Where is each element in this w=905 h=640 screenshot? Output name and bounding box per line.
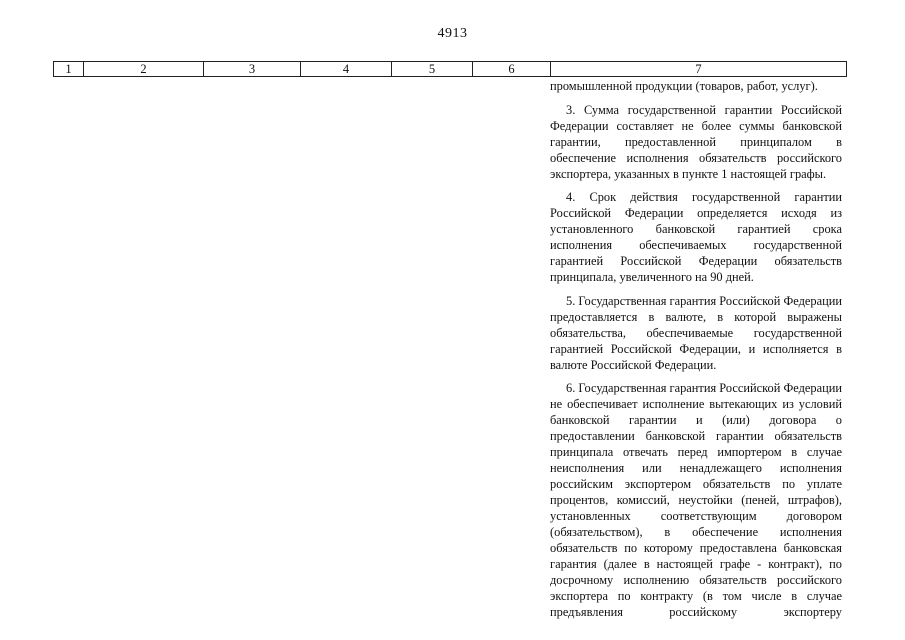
column-header-2: 2 bbox=[84, 62, 204, 77]
column-7-text bbox=[550, 78, 842, 628]
paragraph-continuation: промышленной продукции (товаров, работ, услуг). bbox=[550, 79, 818, 93]
column-header-table bbox=[53, 61, 847, 77]
column-header-4: 4 bbox=[301, 62, 392, 77]
column-header-5: 5 bbox=[392, 62, 473, 77]
page-number: 4913 bbox=[437, 26, 468, 41]
paragraph-item-6: 6. Государственная гарантия Российской Федерации не обеспечивает исполнение вытекающих из условий банковской гарантии и (или) договора о предоставлении банковской гарантии обязательств принципала отвечать перед импортером в случае неисполнения или ненадлежащего исполнения российским экспортером обязательств по уплате процентов, комиссий, неустойки (пеней, штрафов), установленных соответствующим договором (обязательством), в обеспечение исполнения обязательств по которому предоставлена банковская гарантия (далее в настоящей графе - контракт), по досрочному исполнению обязательств российского экспортера по контракту (в том числе в случае предъявления российскому экспортеру bbox=[550, 381, 842, 619]
paragraph-item-4: 4. Срок действия государственной гарантии Российской Федерации определяется исходя из установленного банковской гарантией срока исполнения обеспечиваемых государственной гарантией Российской Федерации обязательств принципала, увеличенного на 90 дней. bbox=[550, 190, 842, 284]
column-header-row bbox=[54, 62, 847, 77]
column-header-7: 7 bbox=[551, 62, 847, 77]
column-header-6: 6 bbox=[473, 62, 551, 77]
paragraph-item-5: 5. Государственная гарантия Российской Федерации предоставляется в валюте, в которой выражены обязательства, обеспечиваемые государственной гарантией Российской Федерации, и исполняется в валюте Российской Федерации. bbox=[550, 293, 842, 372]
column-header-3: 3 bbox=[204, 62, 301, 77]
column-header-1: 1 bbox=[54, 62, 84, 77]
paragraph-item-3: 3. Сумма государственной гарантии Российской Федерации составляет не более суммы банковской гарантии, предоставленной принципалом в обеспечение исполнения обязательств российского экспортера, указанных в пункте 1 настоящей графы. bbox=[550, 102, 842, 181]
